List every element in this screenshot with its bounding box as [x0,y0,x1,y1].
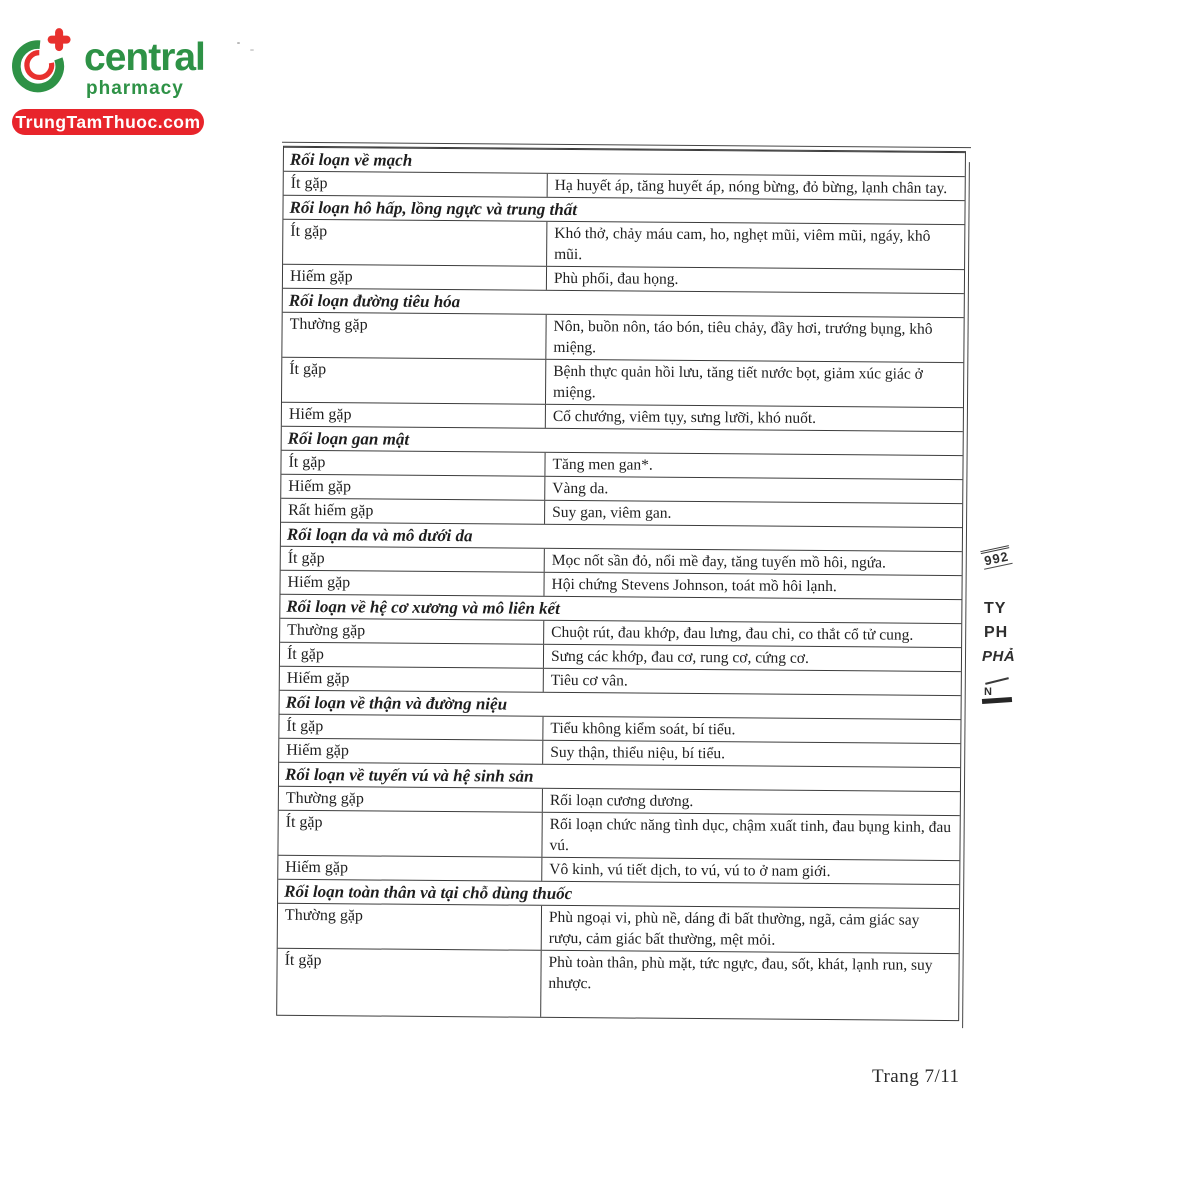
stamp-fragment-ty: TY [984,600,1007,617]
description-cell: Mọc nốt sần đỏ, nổi mề đay, tăng tuyến mồ hôi, ngứa. [551,551,886,572]
description-cell: Suy gan, viêm gan. [552,503,672,522]
frequency-cell: Ít gặp [279,715,543,740]
frequency-cell: Ít gặp [281,451,545,476]
frequency-cell: Ít gặp [278,811,542,857]
frequency-cell: Hiếm gặp [280,667,544,692]
description-cell: Phù toàn thân, phù mặt, tức ngực, đau, sốt, khát, lạnh run, suy nhược. [548,953,933,993]
frequency-cell: Hiếm gặp [281,475,545,500]
brand-logo [12,26,222,135]
scan-speck [237,42,240,44]
frequency-cell: Hiếm gặp [280,571,544,596]
description-cell: Chuột rút, đau khớp, đau lưng, đau chi, co thắt cổ tử cung. [551,623,914,644]
section-header-row: Rối loạn về thận và đường niệu [280,690,961,719]
stamp-fragment-ph: PH [984,624,1009,641]
section-header-row: Rối loạn hô hấp, lồng ngực và trung thất [283,195,964,224]
section-header-row: Rối loạn về hệ cơ xương và mô liên kết [280,594,961,623]
description-cell: Khó thở, chảy máu cam, ho, nghẹt mũi, viêm mũi, ngáy, khô mũi. [554,224,931,264]
frequency-cell: Thường gặp [279,787,543,812]
section-header-row: Rối loạn về mạch [284,147,965,176]
frequency-cell: Thường gặp [278,904,542,950]
frequency-cell: Hiếm gặp [282,403,546,428]
description-cell: Suy thận, thiểu niệu, bí tiểu. [550,743,726,763]
stamp-fragment-n: N [984,686,992,698]
section-header-row: Rối loạn toàn thân và tại chỗ dùng thuốc [278,879,959,908]
stamp-fragment-992: 992 [980,545,1012,570]
logo-brand-text: central [84,36,205,79]
frequency-cell: Ít gặp [281,547,545,572]
stamp-stroke [985,677,1009,685]
description-cell: Hội chứng Stevens Johnson, toát mồ hôi lạnh. [551,575,837,596]
table-row [283,219,964,269]
logo-sub-text: pharmacy [86,78,184,99]
logo-banner: TrungTamThuoc.com [12,109,204,135]
stamp-bar [982,697,1012,704]
frequency-cell: Hiếm gặp [283,265,547,290]
description-cell: Nôn, buồn nôn, táo bón, tiêu chảy, đầy hơi, trướng bụng, khô miệng. [553,317,933,357]
frequency-cell: Ít gặp [282,358,546,404]
description-cell: Tăng men gan*. [552,455,653,474]
description-cell: Phù ngoại vi, phù nề, dáng đi bất thường, ngã, cảm giác say rượu, cảm giác bất thường, mệt mỏi. [548,908,920,949]
description-cell: Tiêu cơ vân. [550,671,628,690]
frequency-cell: Ít gặp [284,172,548,197]
frequency-cell: Ít gặp [277,949,542,1017]
description-cell: Rối loạn cương dương. [549,791,694,811]
scanned-document-area [276,146,966,1021]
table-row [282,312,963,362]
central-pharmacy-logo-icon [12,26,74,96]
stamp-fragments [982,548,1028,698]
frequency-cell: Ít gặp [283,220,547,266]
frequency-cell: Thường gặp [282,313,546,359]
frequency-cell: Hiếm gặp [278,856,542,881]
section-header-row: Rối loạn về tuyến vú và hệ sinh sản [279,762,960,791]
frequency-cell: Hiếm gặp [279,739,543,764]
description-cell: Tiểu không kiểm soát, bí tiểu. [550,719,736,739]
section-header-row: Rối loạn da và mô dưới da [281,522,962,551]
description-cell: Rối loạn chức năng tình dục, chậm xuất tinh, đau bụng kinh, đau vú. [549,815,952,855]
section-header-row: Rối loạn đường tiêu hóa [283,288,964,317]
table-row [278,810,959,860]
table-row [277,948,959,1020]
description-cell: Hạ huyết áp, tăng huyết áp, nóng bừng, đỏ bừng, lạnh chân tay. [554,176,948,197]
description-cell: Phù phổi, đau họng. [553,269,679,288]
table-row [282,357,963,407]
description-cell: Bệnh thực quản hồi lưu, tăng tiết nước bọt, giảm xúc giác ở miệng. [553,362,923,402]
adverse-reactions-table [276,146,966,1021]
section-header-row: Rối loạn gan mật [282,426,963,455]
description-cell: Cổ chướng, viêm tụy, sưng lưỡi, khó nuốt. [552,407,817,427]
frequency-cell: Rất hiếm gặp [281,499,545,524]
stamp-fragment-pha: PHẢ [982,648,1016,665]
description-cell: Vàng da. [552,479,609,498]
description-cell: Sưng các khớp, đau cơ, rung cơ, cứng cơ. [550,647,809,667]
scan-speck [250,49,254,51]
page-number: Trang 7/11 [872,1066,960,1087]
table-row [278,903,959,953]
frequency-cell: Thường gặp [280,619,544,644]
description-cell: Vô kinh, vú tiết dịch, to vú, vú to ở nam giới. [549,860,831,881]
frequency-cell: Ít gặp [280,643,544,668]
